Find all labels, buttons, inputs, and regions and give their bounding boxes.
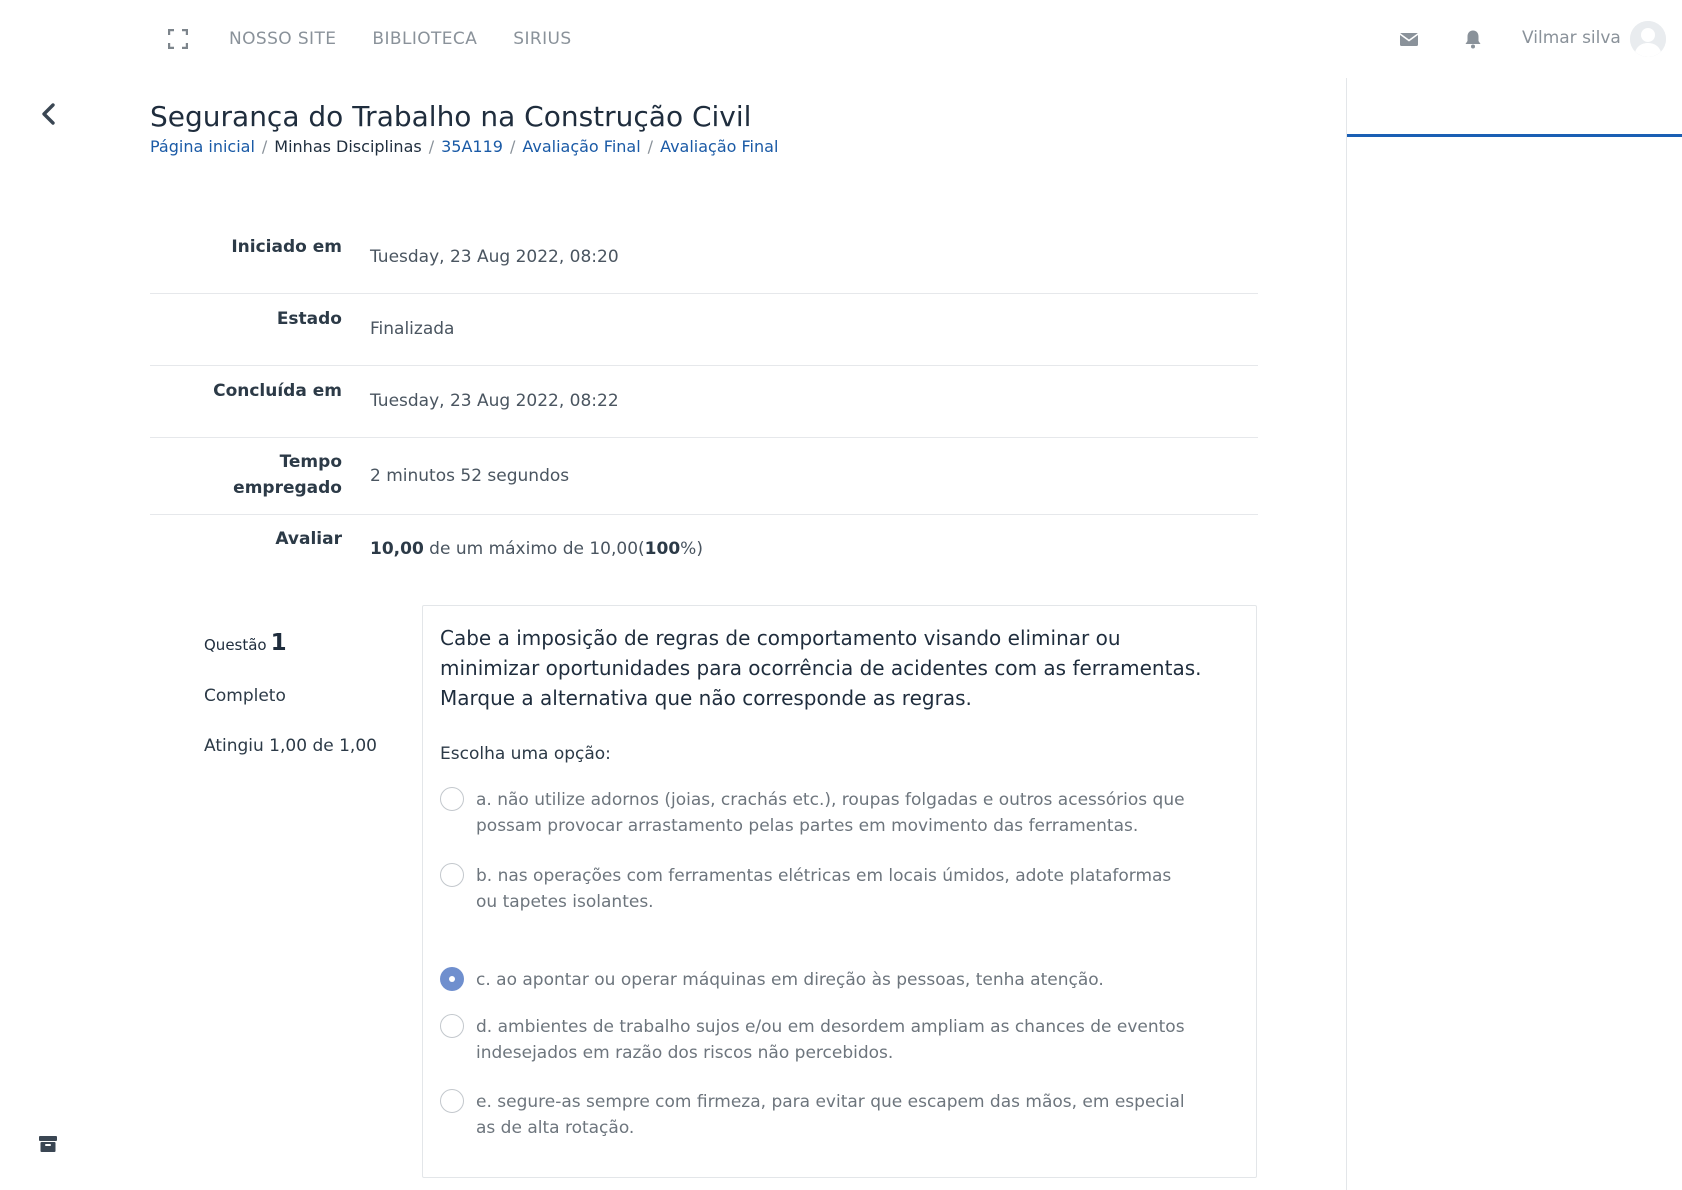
question-label: Questão xyxy=(204,636,267,654)
answer-radio-e[interactable] xyxy=(440,1089,464,1113)
time-value: 2 minutos 52 segundos xyxy=(370,466,570,486)
answer-option-c[interactable] xyxy=(440,967,1220,993)
completed-value: Tuesday, 23 Aug 2022, 08:22 xyxy=(370,391,619,411)
fullscreen-icon[interactable] xyxy=(168,29,188,49)
grade-percent: 100 xyxy=(644,539,681,559)
answer-radio-b[interactable] xyxy=(440,863,464,887)
summary-row-time xyxy=(150,438,1258,515)
right-drawer xyxy=(1346,78,1682,1190)
summary-row-state xyxy=(150,294,1258,366)
grade-end: %) xyxy=(680,539,703,559)
summary-row-started xyxy=(150,222,1258,294)
answer-radio-a[interactable] xyxy=(440,787,464,811)
summary-row-completed xyxy=(150,366,1258,438)
breadcrumb-separator: / xyxy=(509,137,516,156)
answer-radio-d[interactable] xyxy=(440,1014,464,1038)
summary-row-grade xyxy=(150,515,1258,587)
mail-icon[interactable] xyxy=(1398,28,1420,50)
breadcrumb-home[interactable]: Página inicial xyxy=(150,137,255,156)
grade-middle: de um máximo de 10,00( xyxy=(423,539,645,559)
breadcrumb-separator: / xyxy=(428,137,435,156)
answer-text-a: a. não utilize adornos (joias, crachás etc.), roupas folgadas e outros acessórios que possam provocar arrastamento pelas partes em movimento das ferramentas. xyxy=(476,790,1185,836)
answer-text-c: c. ao apontar ou operar máquinas em direção às pessoas, tenha atenção. xyxy=(476,970,1104,990)
time-label-line-1: Tempo xyxy=(279,452,342,472)
answer-option-e[interactable] xyxy=(440,1089,1220,1141)
answer-text-b: b. nas operações com ferramentas elétricas em locais úmidos, adote plataformas ou tapetes isolantes. xyxy=(476,866,1172,912)
grade-value xyxy=(370,536,703,562)
question-heading xyxy=(204,630,414,656)
answer-text-d: d. ambientes de trabalho sujos e/ou em desordem ampliam as chances de eventos indesejados em razão dos riscos não percebidos. xyxy=(476,1017,1185,1063)
drawer-tab-indicator xyxy=(1347,134,1682,137)
breadcrumb xyxy=(150,137,778,156)
question-content-box xyxy=(422,605,1257,1178)
question-info xyxy=(204,630,414,756)
state-label: Estado xyxy=(276,309,342,329)
breadcrumb-course[interactable]: 35A119 xyxy=(441,137,503,156)
answer-option-b[interactable] xyxy=(440,863,1220,915)
started-value: Tuesday, 23 Aug 2022, 08:20 xyxy=(370,247,619,267)
question-number: 1 xyxy=(270,630,287,656)
nav-link-sirius[interactable]: SIRIUS xyxy=(513,29,572,49)
page-title: Segurança do Trabalho na Construção Civil xyxy=(150,100,752,133)
archive-icon[interactable] xyxy=(38,1134,58,1154)
question-prompt: Escolha uma opção: xyxy=(440,744,611,764)
answer-option-d[interactable] xyxy=(440,1014,1220,1066)
nav-link-biblioteca[interactable]: BIBLIOTECA xyxy=(372,29,478,49)
nav-link-nosso-site[interactable]: NOSSO SITE xyxy=(229,29,337,49)
answer-text-e: e. segure-as sempre com firmeza, para evitar que escapem das mãos, em especial as de alta rotação. xyxy=(476,1092,1185,1138)
grade-label: Avaliar xyxy=(275,529,342,549)
breadcrumb-my-courses: Minhas Disciplinas xyxy=(274,137,422,156)
user-menu-name[interactable]: Vilmar silva xyxy=(1522,28,1621,48)
grade-score: 10,00 xyxy=(370,539,424,559)
answer-option-a[interactable] xyxy=(440,787,1220,839)
top-navbar xyxy=(0,0,1682,78)
answer-radio-c[interactable] xyxy=(440,967,464,991)
completed-label: Concluída em xyxy=(213,381,342,401)
question-text: Cabe a imposição de regras de comportamento visando eliminar ou minimizar oportunidades para ocorrência de acidentes com as ferramentas. Marque a alternativa que não corresponde as regras. xyxy=(440,626,1202,710)
chevron-left-icon[interactable] xyxy=(38,101,60,127)
time-label xyxy=(150,449,342,501)
bell-icon[interactable] xyxy=(1462,28,1484,50)
question-mark: Atingiu 1,00 de 1,00 xyxy=(204,736,377,756)
question-state: Completo xyxy=(204,686,286,706)
started-label: Iniciado em xyxy=(231,237,342,257)
nav-links xyxy=(229,0,572,78)
breadcrumb-section[interactable]: Avaliação Final xyxy=(522,137,641,156)
breadcrumb-quiz[interactable]: Avaliação Final xyxy=(660,137,779,156)
breadcrumb-separator: / xyxy=(647,137,654,156)
breadcrumb-separator: / xyxy=(261,137,268,156)
user-avatar[interactable] xyxy=(1630,21,1666,57)
attempt-summary-table xyxy=(150,222,1258,587)
time-label-line-2: empregado xyxy=(233,478,342,498)
state-value: Finalizada xyxy=(370,319,455,339)
